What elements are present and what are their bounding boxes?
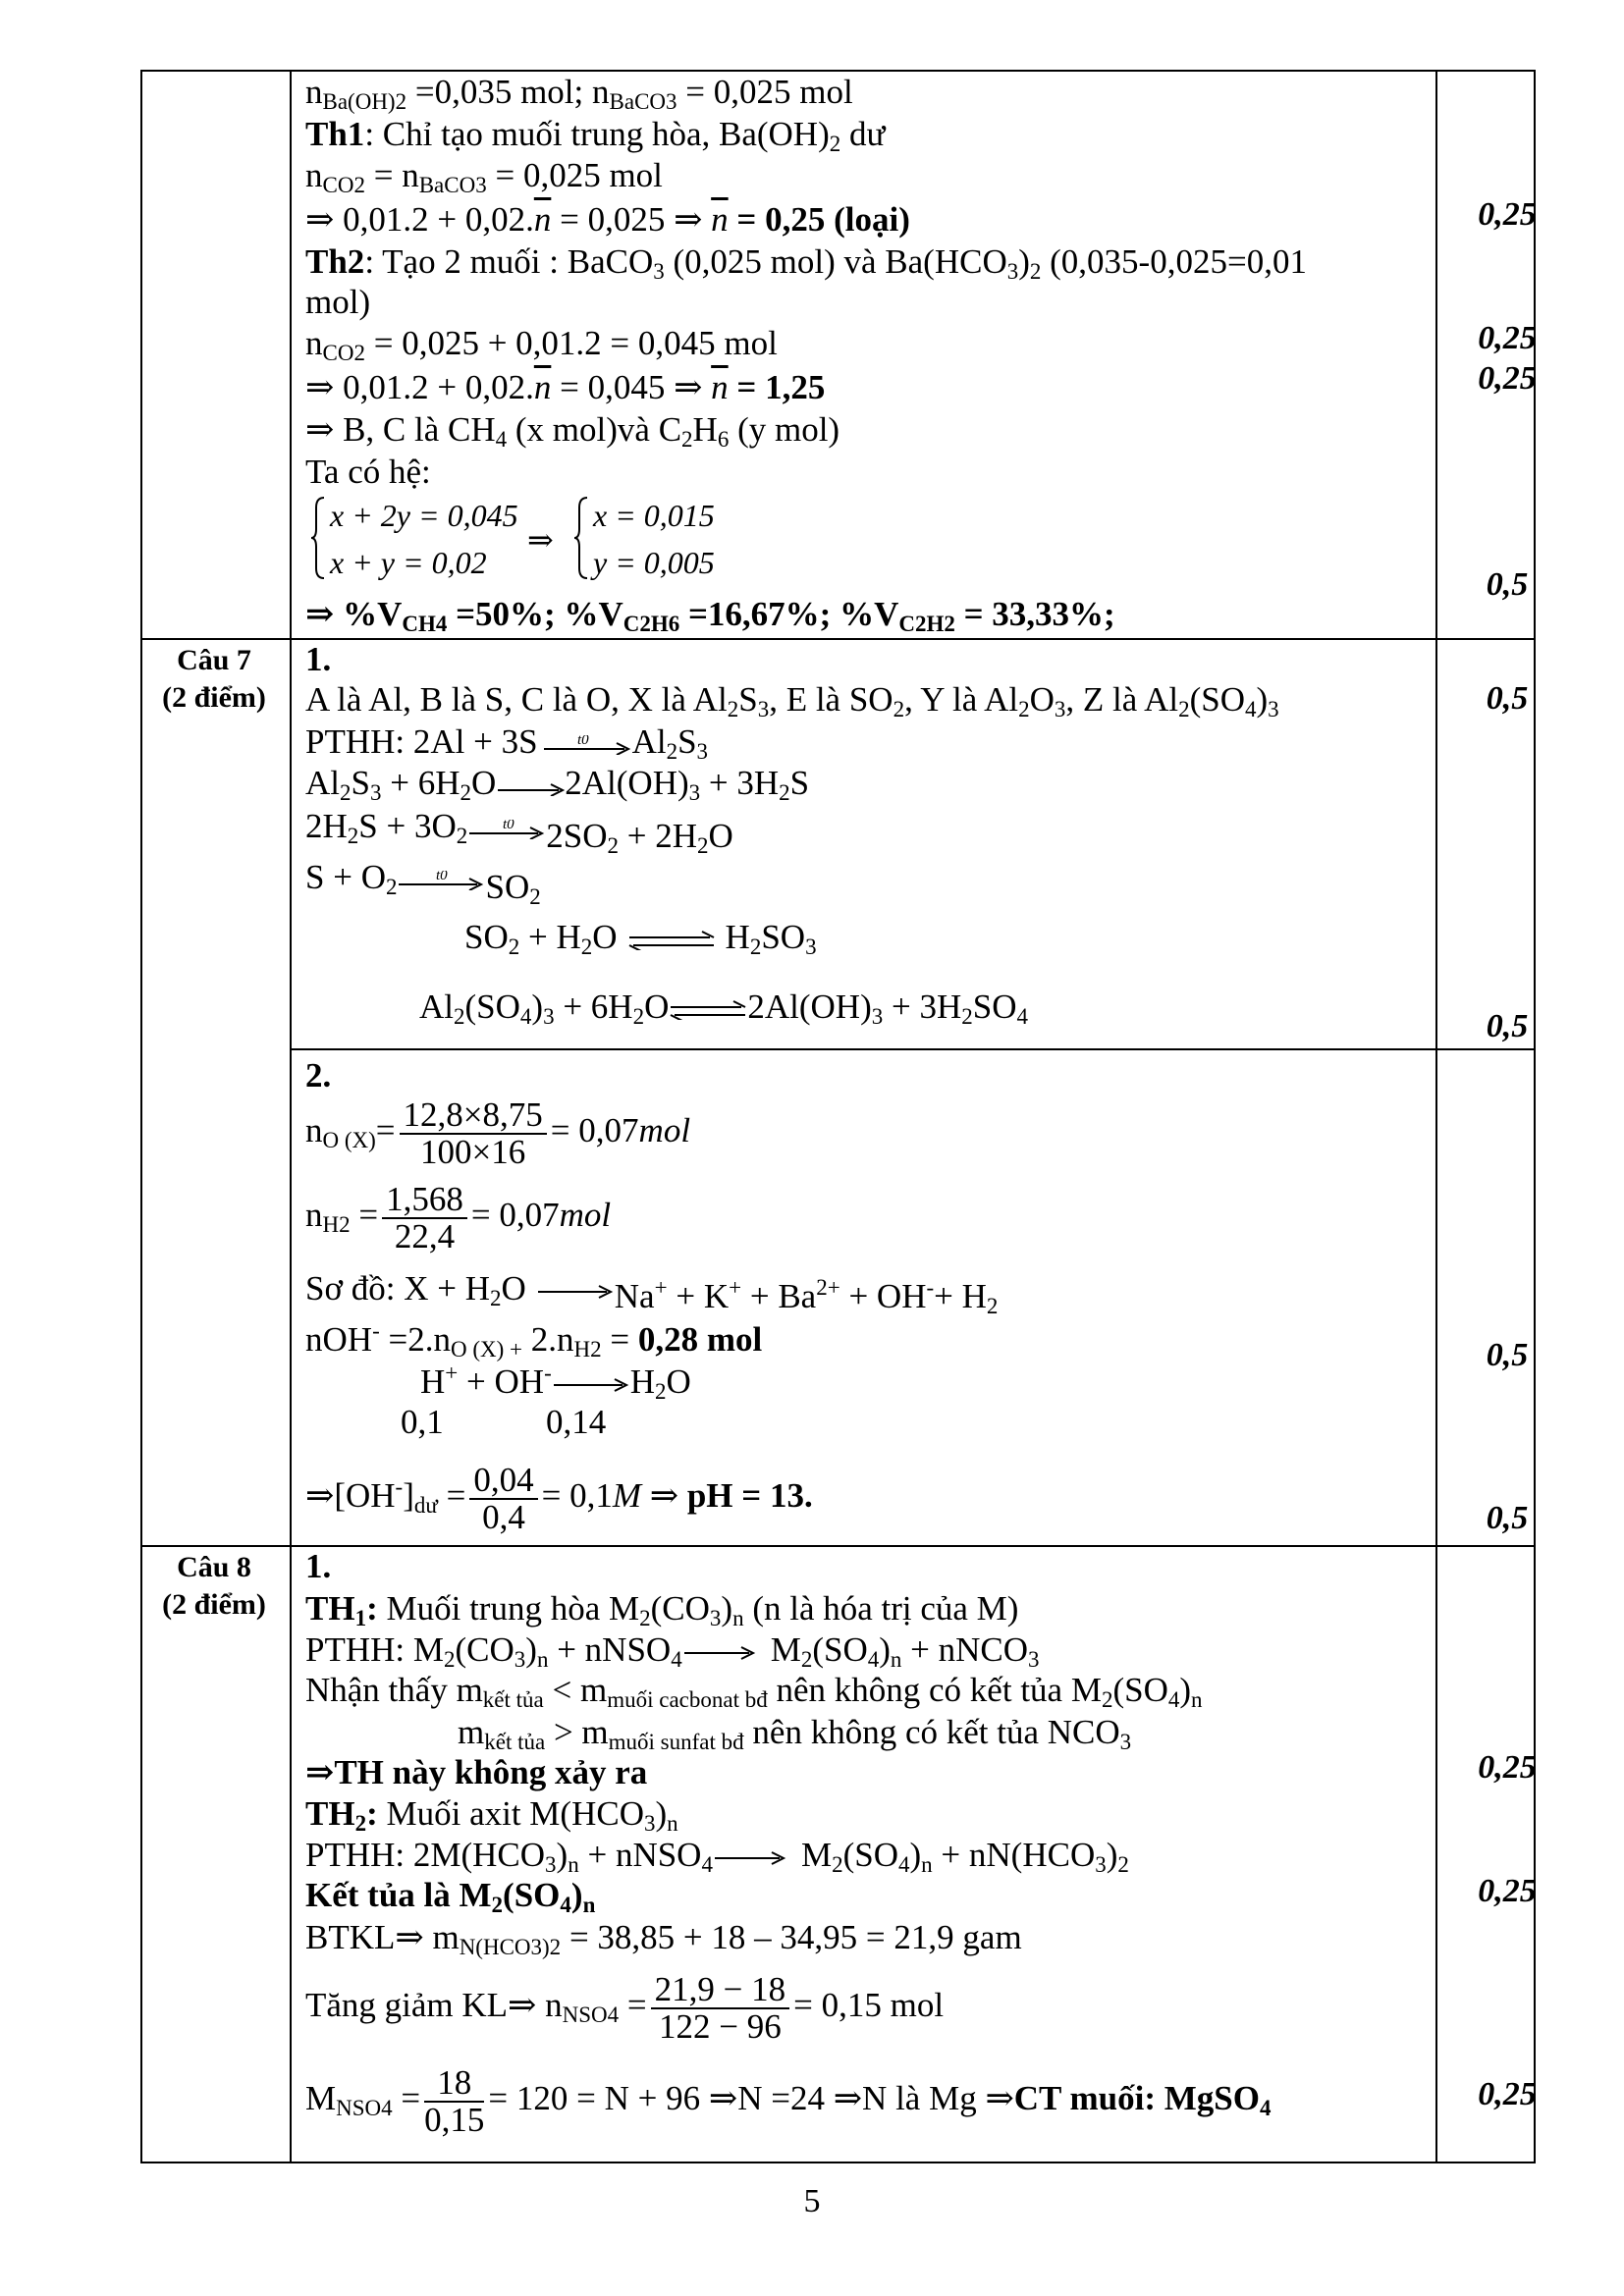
q7-reaction-3: $2H_2S + 3O_2$ t0 $2SO_2 + 2H_2O$ (305, 807, 733, 858)
q7-part-1: 1. (305, 640, 332, 678)
q7-scheme: Sơ đồ: $X + H_2O$ $Na^+ + K^+ + Ba^{2+} + OH^-+ H_2$ (305, 1269, 999, 1318)
q6-line-nco2-case1: $n_{CO2} = n_{BaCO3} = 0,025$ mol (305, 156, 663, 197)
row-divider-q8 (142, 1545, 1534, 1547)
fraction: $\frac{1,568}{22,4}$ (382, 1182, 467, 1255)
score: 0,25 (1478, 1749, 1537, 1786)
system-arrow: ⇒ (527, 522, 554, 558)
reaction-arrow-icon (538, 735, 632, 755)
q7-n-hydroxide: $nOH^- =2.n_{O (X) +}$ $2.n_{H2} = 0,28$ mol (305, 1318, 763, 1362)
q6-line-case1: Th1: Chỉ tạo muối trung hòa, $Ba(OH)_2$ dư (305, 115, 886, 156)
equilibrium-arrow-icon (627, 931, 716, 950)
q7-ph-result: $\Rightarrow[OH^-]_{dư}$ = $\frac{0,04}{0,4}$ = 0,1M ⇒ pH = 13. (305, 1461, 813, 1536)
score: 0,25 (1478, 360, 1537, 397)
svg-text:t0: t0 (503, 819, 514, 832)
q7-reaction-1: PTHH: 2Al + 3S t0 $Al_2S_3$ (305, 722, 709, 764)
score: 0,5 (1486, 1337, 1529, 1373)
q6-line-nco2-case2: $n_{CO2} = 0,025 + 0,01.2 = 0,045$ mol (305, 324, 778, 365)
question-7-title: Câu 7 (177, 644, 251, 676)
q6-line-case2: Th2: Tạo 2 muối : BaCO$_3$ (0,025 mol) và $Ba(HCO_3)_2$ (0,035-0,025=0,01 (305, 242, 1307, 284)
question-8-points: (2 điểm) (162, 1588, 266, 1621)
left-brace-icon (310, 496, 326, 580)
score: 0,5 (1486, 1008, 1529, 1044)
page-number: 5 (803, 2183, 821, 2219)
q8-observation-2: $m_{kết tủa} > m_{muối sunfat bđ}$ nên không có kết tủa $NCO_3$ (458, 1713, 1132, 1754)
q8-precipitate: Kết tủa là $M_2(SO_4)_n$ (305, 1876, 596, 1917)
q7-n-hydrogen: $n_{H2}$ = $\frac{1,568}{22,4}$ = 0,07mol (305, 1180, 612, 1255)
q7-n-oxygen: $n_{O (X)}=$ $\frac{12,8\times 8,75}{100\times 16}$ = 0,07mol (305, 1095, 691, 1171)
q8-molar-mass: $M_{NSO4}$ = $\frac{18}{0,15}$ = 120 = N + 96 ⇒N =24 ⇒N là Mg ⇒CT muối: MgSO$_4$ (305, 2063, 1272, 2139)
score: 0,25 (1478, 196, 1537, 233)
fraction: $\frac{18}{0,15}$ (424, 2063, 485, 2139)
score: 0,25 (1478, 320, 1537, 356)
svg-text:t0: t0 (436, 870, 449, 883)
score: 0,5 (1486, 566, 1529, 603)
row-divider-q7-part2 (290, 1048, 1534, 1050)
system-sol-2: y = 0,005 (593, 545, 715, 580)
left-brace-icon (573, 496, 589, 580)
q8-case2-title: $TH_2$: Muối axit $M(HCO_3)_n$ (305, 1794, 678, 1836)
q8-case1-title: $TH_1$: Muối trung hòa $M_2(CO_3)_n$ (n là hóa trị của M) (305, 1589, 1019, 1630)
q7-reaction-5: $SO_2 + H_2O$ $H_2SO_3$ (464, 918, 817, 959)
reaction-arrow-icon (536, 1282, 615, 1302)
reaction-arrow-icon (552, 1375, 630, 1395)
row-divider-q7 (142, 638, 1534, 640)
q7-reaction-2: $Al_2S_3 + 6H_2O$ $2Al(OH)_3 + 3H_2S$ (305, 764, 810, 805)
question-8-title: Câu 8 (177, 1551, 251, 1583)
question-7-label (140, 642, 288, 717)
q6-line-percent: ⇒ $\%V_{CH4} =50\%$; $\%V_{C2H6} =16,67\%$; $\%V_{C2H2} = 33,33\%$; (305, 595, 1115, 636)
system-eq-2: x + y = 0,02 (330, 545, 487, 580)
question-8-label (140, 1549, 288, 1624)
q6-line-bc-identity: ⇒ B, C là $CH_4$ (x mol)và $C_2H_6$ (y mol) (305, 410, 840, 452)
reaction-arrow-icon (467, 820, 546, 839)
q8-part-1: 1. (305, 1547, 332, 1585)
q7-mol-oh: 0,14 (546, 1403, 607, 1441)
q7-reaction-4: $S + O_2$ t0 $SO_2$ (305, 858, 541, 909)
q7-identities: A là Al, B là S, C là O, X là $Al_2S_3$, E là $SO_2$, Y là $Al_2O_3$, Z là $Al_2(SO_4)_3$ (305, 680, 1279, 721)
reaction-arrow-icon (713, 1848, 787, 1868)
column-divider-left (290, 72, 292, 2162)
equilibrium-arrow-icon (669, 1000, 747, 1020)
q7-part-2: 2. (305, 1056, 332, 1095)
q8-mass-balance: BTKL⇒ $m_{N(HCO3)2} = 38,85 + 18 - 34,95 = 21,9$ gam (305, 1918, 1022, 1959)
score: 0,25 (1478, 2076, 1537, 2112)
system-sol-1: x = 0,015 (593, 498, 715, 533)
q7-mol-h: 0,1 (401, 1403, 444, 1441)
q7-neutralization: H+ + OH- $H_2O$ (420, 1361, 691, 1404)
q8-observation-1: Nhận thấy $m_{kết tủa} < m_{muối cacbonat bđ}$ nên không có kết tủa $M_2(SO_4)_n$ (305, 1671, 1203, 1712)
q6-line-nbar-case2: ⇒ 0,01.2 + 0,02.n = 0,045 ⇒ n = 1,25 (305, 368, 826, 406)
reaction-arrow-icon (397, 871, 485, 890)
q7-reaction-6: $Al_2(SO_4)_3 + 6H_2O$ $2Al(OH)_3 + 3H_2SO_4$ (419, 988, 1028, 1029)
reaction-arrow-icon (682, 1643, 757, 1663)
reaction-arrow-icon (496, 776, 565, 796)
fraction: $\frac{0,04}{0,4}$ (469, 1463, 537, 1535)
fraction: $\frac{12,8\times 8,75}{100\times 16}$ (400, 1097, 547, 1170)
q6-line-moles: $n_{Ba(OH)2} =0,035$ mol; $n_{BaCO3} = 0,025$ mol (305, 73, 853, 114)
q8-case2-reaction: PTHH: $2M(HCO_3)_n$ + nNSO$_4$ $M_2(SO_4)_n + nN(HCO_3)_2$ (305, 1836, 1129, 1877)
q8-case1-conclusion: ⇒TH này không xảy ra (305, 1753, 648, 1791)
q8-mass-change: Tăng giảm KL⇒ $n_{NSO4}$ = $\frac{21,9 - 18}{122 - 96}$ = 0,15 mol (305, 1970, 945, 2046)
score: 0,5 (1486, 1500, 1529, 1536)
system-eq-1: x + 2y = 0,045 (330, 498, 518, 533)
score: 0,25 (1478, 1873, 1537, 1909)
q8-case1-reaction: PTHH: $M_2(CO_3)_n$ + nNSO$_4$ $M_2(SO_4)_n$ + nNCO$_3$ (305, 1630, 1040, 1672)
fraction: $\frac{21,9 - 18}{122 - 96}$ (651, 1972, 790, 2045)
svg-text:t0: t0 (576, 734, 589, 748)
q6-line-system-intro: Ta có hệ: (305, 453, 431, 491)
question-7-points: (2 điểm) (162, 681, 266, 714)
q6-line-case2-cont: mol) (305, 283, 371, 321)
q6-line-nbar-case1: ⇒ 0,01.2 + 0,02.n = 0,025 ⇒ n = 0,25 (loại) (305, 200, 910, 239)
score: 0,5 (1486, 680, 1529, 717)
